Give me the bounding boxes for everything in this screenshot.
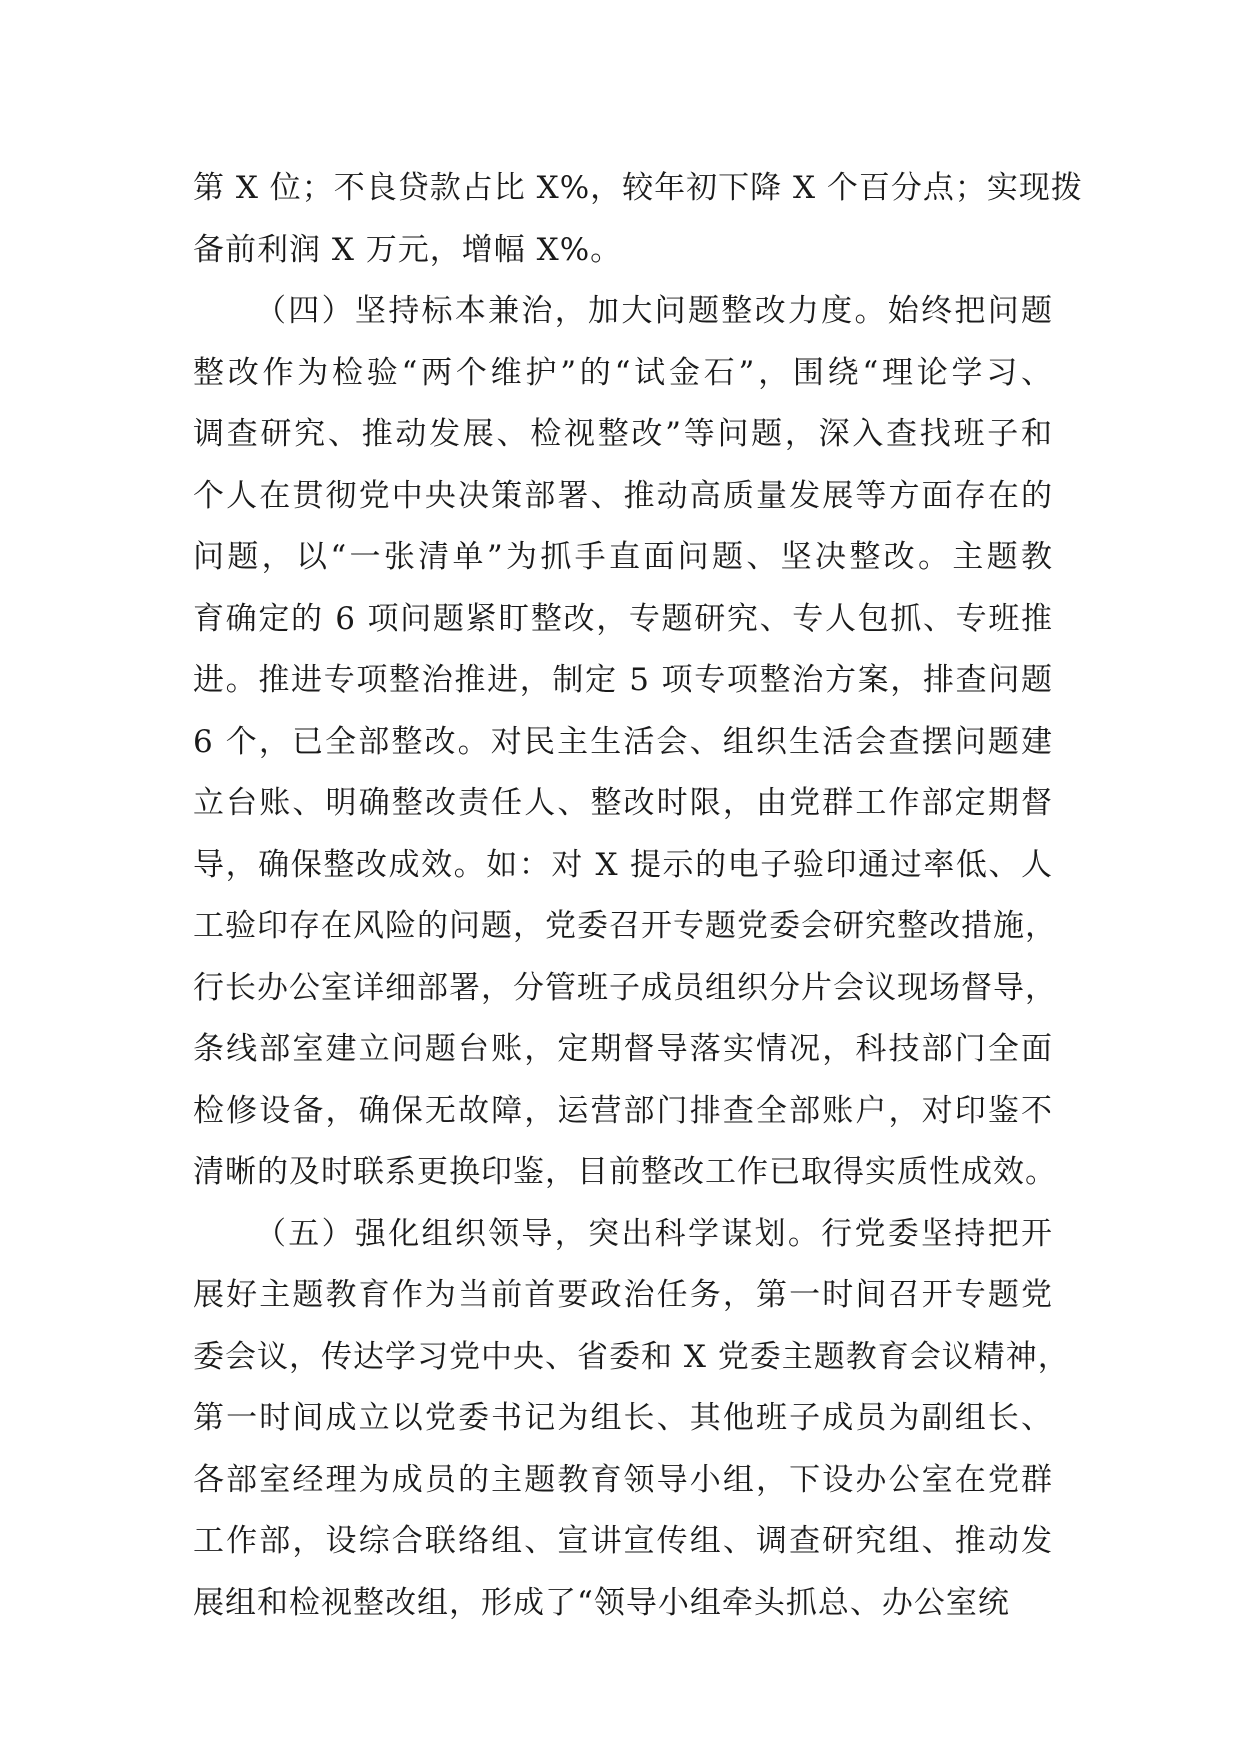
text-line: 调查研究、推动发展、检视整改”等问题，深入查找班子和 [193,416,1053,452]
text-line: 展组和检视整改组，形成了“领导小组牵头抓总、办公室统 [193,1584,1010,1621]
paragraph-five [193,1204,1070,1635]
text-line: 第一时间成立以党委书记为组长、其他班子成员为副组长、 [193,1400,1053,1436]
text-line: 立台账、明确整改责任人、整改时限，由党群工作部定期督 [193,785,1053,821]
text-line: （五）强化组织领导，突出科学谋划。行党委坚持把开 [255,1215,1053,1252]
document-body [193,158,1083,1634]
text-line: 第 X 位；不良贷款占比 X%，较年初下降 X 个百分点；实现拨 [193,170,1083,206]
text-line: 各部室经理为成员的主题教育领导小组，下设办公室在党群 [193,1461,1053,1498]
text-line: 整改作为检验“两个维护”的“试金石”，围绕“理论学习、 [193,354,1053,391]
paragraph-four [193,281,1057,1204]
text-line: 导，确保整改成效。如：对 X 提示的电子验印通过率低、人 [193,846,1053,883]
text-line: 问题，以“一张清单”为抓手直面问题、坚决整改。主题教 [193,539,1053,575]
paragraph-continuation [193,158,1083,281]
text-line: 育确定的 6 项问题紧盯整改，专题研究、专人包抓、专班推 [193,600,1053,637]
text-line: 工作部，设综合联络组、宣讲宣传组、调查研究组、推动发 [193,1523,1053,1559]
text-line: 工验印存在风险的问题，党委召开专题党委会研究整改措施， [193,908,1057,944]
text-line: 检修设备，确保无故障，运营部门排查全部账户，对印鉴不 [193,1092,1053,1129]
text-line: 行长办公室详细部署，分管班子成员组织分片会议现场督导， [193,969,1057,1006]
text-line: 6 个，已全部整改。对民主生活会、组织生活会查摆问题建 [193,723,1053,760]
text-line: 进。推进专项整治推进，制定 5 项专项整治方案，排查问题 [193,662,1053,698]
text-line: 展好主题教育作为当前首要政治任务，第一时间召开专题党 [193,1277,1053,1313]
text-line: 清晰的及时联系更换印鉴，目前整改工作已取得实质性成效。 [193,1154,1057,1190]
text-line: 条线部室建立问题台账，定期督导落实情况，科技部门全面 [193,1031,1053,1067]
text-line: 个人在贯彻党中央决策部署、推动高质量发展等方面存在的 [193,477,1053,514]
text-line: 委会议，传达学习党中央、省委和 X 党委主题教育会议精神， [193,1338,1070,1375]
text-line: 备前利润 X 万元，增幅 X%。 [193,231,623,268]
text-line: （四）坚持标本兼治，加大问题整改力度。始终把问题 [255,293,1053,329]
